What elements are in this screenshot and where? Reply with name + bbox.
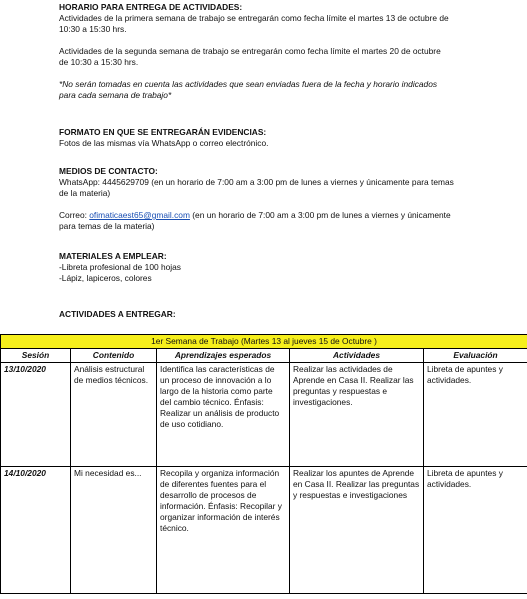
horario-heading: HORARIO PARA ENTREGA DE ACTIVIDADES: (59, 2, 243, 12)
learning-cell: Recopila y organiza información de diferentes fuentes para el desarrollo de procesos de información. Énfasis: Recopilar y organizar información de interés técnico. (157, 467, 290, 594)
correo-line (59, 210, 454, 232)
materiales-section (59, 251, 459, 284)
activities-cell: Realizar las actividades de Aprende en Casa II. Realizar las preguntas y respuestas e investigaciones. (290, 363, 424, 467)
session-date: 14/10/2020 (1, 467, 71, 594)
content-cell: Análisis estructural de medios técnicos. (71, 363, 157, 467)
activities-cell: Realizar los apuntes de Aprende en Casa II. Realizar las preguntas y respuestas e investigaciones (290, 467, 424, 594)
materiales-heading: MATERIALES A EMPLEAR: (59, 251, 167, 261)
header-sesion: Sesión (1, 349, 71, 363)
correo-rest: (en un horario de 7:00 am a 3:00 pm de lunes a viernes y únicamente para temas de la materia) (59, 210, 451, 231)
table-title: 1er Semana de Trabajo (Martes 13 al jueves 15 de Octubre ) (1, 335, 527, 349)
email-link[interactable]: ofimaticaest65@gmail.com (89, 210, 190, 220)
horario-line-2: Actividades de la segunda semana de trabajo se entregarán como fecha límite el martes 20 de octubre de 10:30 a 15:30 hrs. (59, 46, 441, 67)
header-aprendizajes: Aprendizajes esperados (157, 349, 290, 363)
session-date: 13/10/2020 (1, 363, 71, 467)
correo-label: Correo: (59, 210, 90, 220)
table-title-row (1, 335, 527, 349)
table-row (1, 467, 527, 594)
table-row (1, 363, 527, 467)
header-contenido: Contenido (71, 349, 157, 363)
materiales-item: -Libreta profesional de 100 hojas (59, 262, 181, 272)
contacto-heading: MEDIOS DE CONTACTO: (59, 166, 158, 176)
horario-section (59, 2, 459, 101)
evaluation-cell: Libreta de apuntes y actividades. (424, 363, 527, 467)
formato-text: Fotos de las mismas vía WhatsApp o correo electrónico. (59, 138, 269, 148)
formato-heading: FORMATO EN QUE SE ENTREGARÁN EVIDENCIAS: (59, 127, 267, 137)
content-cell: Mi necesidad es... (71, 467, 157, 594)
header-evaluacion: Evaluación (424, 349, 527, 363)
header-actividades: Actividades (290, 349, 424, 363)
table-header-row (1, 349, 527, 363)
contacto-section (59, 166, 454, 232)
learning-cell: Identifica las características de un proceso de innovación a lo largo de la historia como parte del cambio técnico. Énfasis: Realizar un análisis de producto de uso cotidiano. (157, 363, 290, 467)
evaluation-cell: Libreta de apuntes y actividades. (424, 467, 527, 594)
whatsapp-text: WhatsApp: 4445629709 (en un horario de 7:00 am a 3:00 pm de lunes a viernes y únicamente para temas de la materia) (59, 177, 454, 198)
actividades-heading: ACTIVIDADES A ENTREGAR: (59, 309, 176, 319)
horario-note: *No serán tomadas en cuenta las actividades que sean enviadas fuera de la fecha y horario indicados para cada semana de trabajo* (59, 79, 438, 100)
horario-line-1: Actividades de la primera semana de trabajo se entregarán como fecha límite el martes 13 de octubre de 10:30 a 15:30 hrs. (59, 13, 449, 34)
formato-section (59, 127, 459, 149)
activities-table (0, 334, 527, 594)
materiales-item: -Lápiz, lapiceros, colores (59, 273, 152, 283)
